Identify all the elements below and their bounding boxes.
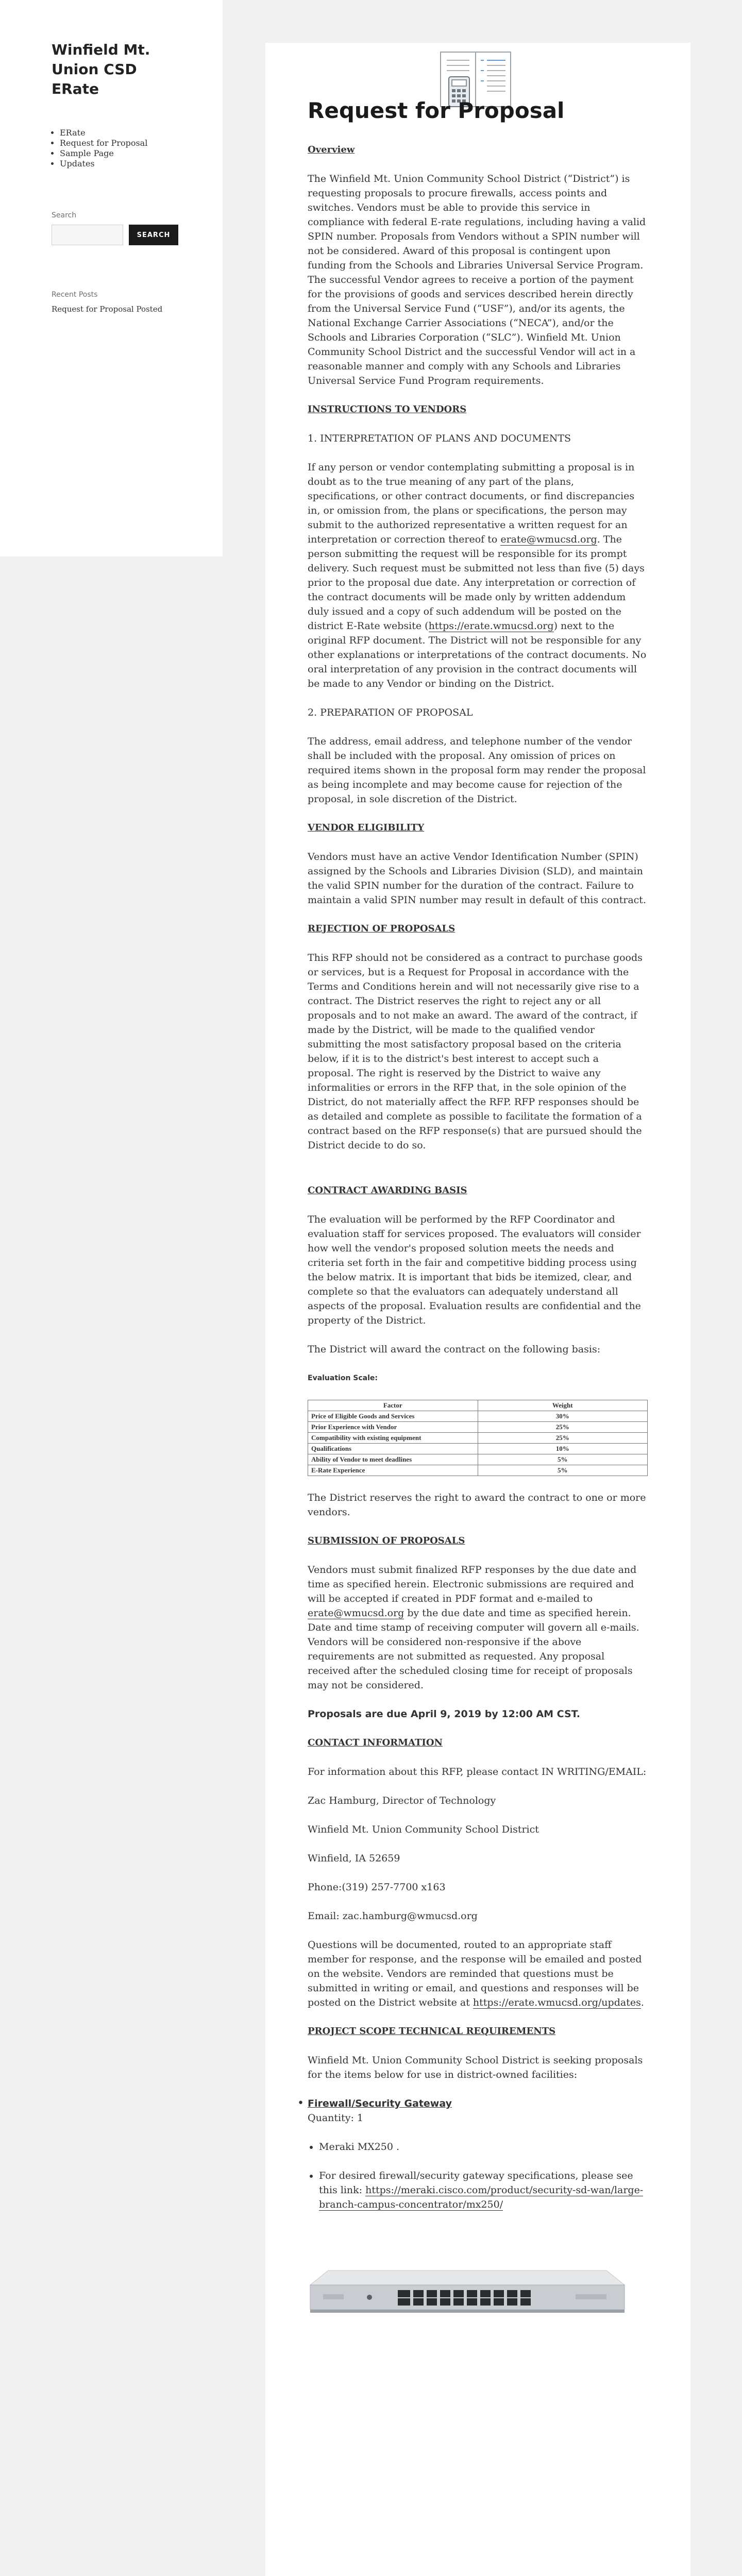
main-navigation xyxy=(52,128,223,169)
model-item: • Meraki MX250 . xyxy=(319,2140,648,2154)
questions-text-a: Questions will be documented, routed to an appropriate staff member for response, and the response will be emailed and posted on the website. Vendors are reminded that questions must be submitted in writing or email, and questions and responses will be posted on the District website at xyxy=(308,1939,642,2008)
award-reserve-text: The District reserves the right to award the contract to one or more vendors. xyxy=(308,1492,646,1518)
spec-link[interactable]: https://meraki.cisco.com/product/security-sd-wan/large-branch-campus-concentrator/mx250/ xyxy=(319,2184,644,2210)
scope-list-item xyxy=(308,2096,648,2326)
search-button[interactable]: SEARCH xyxy=(129,225,178,245)
contact-heading: CONTACT INFORMATION xyxy=(308,1737,443,1748)
table-row xyxy=(308,1422,648,1433)
contact-phone: Phone:(319) 257-7700 x163 xyxy=(308,1882,446,1893)
table-cell-factor: Prior Experience with Vendor xyxy=(308,1422,478,1433)
eligibility-heading: VENDOR ELIGIBILITY xyxy=(308,822,425,833)
main-content xyxy=(265,43,690,2576)
sidebar xyxy=(0,0,223,556)
contact-email: Email: zac.hamburg@wmucsd.org xyxy=(308,1910,478,1922)
table-cell-weight: 25% xyxy=(478,1433,648,1444)
nav-link-erate[interactable]: ERate xyxy=(60,128,86,138)
search-form xyxy=(52,225,223,245)
nav-item-erate xyxy=(60,128,223,138)
table-cell-weight: 30% xyxy=(478,1411,648,1422)
scope-heading: PROJECT SCOPE TECHNICAL REQUIREMENTS xyxy=(308,2026,556,2037)
scope-intro: Winfield Mt. Union Community School District is seeking proposals for the items below for use in district-owned facilities: xyxy=(308,2055,643,2080)
table-row xyxy=(308,1411,648,1422)
nav-link-rfp[interactable]: Request for Proposal xyxy=(60,138,148,148)
interpretation-heading: 1. INTERPRETATION OF PLANS AND DOCUMENTS xyxy=(308,433,571,444)
table-cell-factor: Price of Eligible Goods and Services xyxy=(308,1411,478,1422)
meraki-mx250-image xyxy=(308,2255,627,2322)
updates-link[interactable]: https://erate.wmucsd.org/updates xyxy=(473,1997,641,2008)
rejection-paragraph: This RFP should not be considered as a contract to purchase goods or services, but is a Request for Proposal in accordance with the Terms and Conditions herein and will not necessarily give rise to a contract. The District reserves the right to reject any or all proposals and to not make an award. The award of the contract, if made by the District, will be made to the qualified vendor submitting the most satisfactory proposal based on the criteria below, if it is to the district's best interest to accept such a proposal. The right is reserved by the District to waive any informalities or errors in the RFP that, in the sole opinion of the District, do not materially affect the RFP. RFP responses should be as detailed and complete as possible to facilitate the formation of a contract based on the RFP response(s) that are pursued should the District decide to do so. xyxy=(308,952,643,1151)
nav-link-updates[interactable]: Updates xyxy=(60,159,95,168)
submission-heading: SUBMISSION OF PROPOSALS xyxy=(308,1535,465,1546)
table-cell-factor: Ability of Vendor to meet deadlines xyxy=(308,1454,478,1465)
submission-paragraph xyxy=(308,1563,648,1692)
due-date-text: Proposals are due April 9, 2019 by 12:00 AM CST. xyxy=(308,1708,580,1720)
scope-item-title: Firewall/Security Gateway xyxy=(308,2098,452,2109)
contact-organization: Winfield Mt. Union Community School District xyxy=(308,1824,539,1835)
site-title[interactable]: Winfield Mt. Union CSD ERate xyxy=(52,41,150,97)
table-cell-weight: 5% xyxy=(478,1454,648,1465)
search-widget xyxy=(52,211,223,245)
table-row xyxy=(308,1433,648,1444)
recent-posts-widget xyxy=(52,291,223,314)
nav-link-sample-page[interactable]: Sample Page xyxy=(60,148,114,158)
rejection-heading: REJECTION OF PROPOSALS xyxy=(308,923,456,934)
overview-heading: Overview xyxy=(308,144,355,155)
nav-item-sample-page xyxy=(60,148,223,159)
questions-paragraph xyxy=(308,1938,648,2010)
interpretation-text-b: . The person submitting the request will be responsible for its prompt delivery. Such request must be submitted not less than five (5) days prior to the proposal due date. Any interpretation or correction of the contract documents will be made only by written addendum duly issued and a copy of such addendum will be posted on the district E-Rate website ( xyxy=(308,534,645,632)
table-header-weight: Weight xyxy=(478,1400,648,1411)
nav-item-rfp xyxy=(60,138,223,148)
preparation-paragraph: The address, email address, and telephone number of the vendor shall be included with the proposal. Any omission of prices on required items shown in the proposal form may render the proposal as being incomplete and may become cause for rejection of the proposal, in sole discretion of the District. xyxy=(308,736,646,805)
contact-city: Winfield, IA 52659 xyxy=(308,1853,400,1864)
table-row xyxy=(308,1454,648,1465)
table-cell-factor: Compatibility with existing equipment xyxy=(308,1433,478,1444)
recent-post-link[interactable]: Request for Proposal Posted xyxy=(52,304,163,314)
nav-item-updates xyxy=(60,159,223,169)
evaluation-scale-label: Evaluation Scale: xyxy=(308,1374,378,1382)
erate-website-link[interactable]: https://erate.wmucsd.org xyxy=(428,620,554,632)
contact-name: Zac Hamburg, Director of Technology xyxy=(308,1795,496,1806)
table-row xyxy=(308,1444,648,1454)
eligibility-paragraph: Vendors must have an active Vendor Identification Number (SPIN) assigned by the Schools and Libraries Division (SLD), and maintain the valid SPIN number for the duration of the contract. Failure to maintain a valid SPIN number may result in default of this contract. xyxy=(308,851,646,906)
table-header-row xyxy=(308,1400,648,1411)
search-widget-title: Search xyxy=(52,211,77,219)
awarding-heading: CONTRACT AWARDING BASIS xyxy=(308,1185,467,1196)
instructions-heading: INSTRUCTIONS TO VENDORS xyxy=(308,404,467,415)
table-cell-factor: E-Rate Experience xyxy=(308,1465,478,1476)
table-header-factor: Factor xyxy=(308,1400,478,1411)
table-cell-weight: 5% xyxy=(478,1465,648,1476)
preparation-heading: 2. PREPARATION OF PROPOSAL xyxy=(308,707,473,718)
scope-sub-list xyxy=(308,2140,648,2212)
contact-intro: For information about this RFP, please contact IN WRITING/EMAIL: xyxy=(308,1766,647,1777)
spec-text: For desired firewall/security gateway specifications, please see this link: xyxy=(319,2170,633,2196)
quantity-text: Quantity: 1 xyxy=(308,2112,363,2124)
interpretation-paragraph xyxy=(308,460,648,691)
award-basis-text: The District will award the contract on the following basis: xyxy=(308,1344,601,1355)
scope-list xyxy=(308,2096,648,2326)
article-body xyxy=(308,98,648,2341)
interpretation-text-a: If any person or vendor contemplating submitting a proposal is in doubt as to the true meaning of any part of the plans, specifications, or other contract documents, or find discrepancies in, or omission from, the plans or specifications, the person may submit to the authorized representative a written request for an interpretation or correction thereof to xyxy=(308,462,635,545)
evaluation-table xyxy=(308,1400,648,1476)
table-cell-factor: Qualifications xyxy=(308,1444,478,1454)
recent-posts-title: Recent Posts xyxy=(52,291,98,299)
table-cell-weight: 10% xyxy=(478,1444,648,1454)
submission-email-link[interactable]: erate@wmucsd.org xyxy=(308,1607,404,1619)
questions-text-b: . xyxy=(640,1997,644,2008)
search-input[interactable] xyxy=(52,225,123,245)
interpretation-text-c: ) next to the original RFP document. The District will not be responsible for any other explanations or interpretations of the contract documents. No oral interpretation of any provision in the contract documents will be made to any Vendor or binding on the District. xyxy=(308,620,647,689)
submission-text-b: by the due date and time as specified herein. Date and time stamp of receiving computer will govern all e-mails. Vendors will be considered non-responsive if the above requirements are not submitted as requested. Any proposal received after the scheduled closing time for receipt of proposals may not be considered. xyxy=(308,1607,639,1691)
table-cell-weight: 25% xyxy=(478,1422,648,1433)
submission-text-a: Vendors must submit finalized RFP responses by the due date and time as specified herein. Electronic submissions are required and will be accepted if created in PDF format and e-mailed to xyxy=(308,1564,637,1604)
overview-paragraph: The Winfield Mt. Union Community School District (“District”) is requesting proposals to procure firewalls, access points and switches. Vendors must be able to provide this service in compliance with federal E-rate regulations, including having a valid SPIN number. Proposals from Vendors without a SPIN number will not be considered. Award of this proposal is contingent upon funding from the Schools and Libraries Universal Service Program. The successful Vendor agrees to receive a portion of the payment for the provisions of goods and services described herein directly from the Universal Service Fund (“USF”), and/or its agents, the National Exchange Carrier Associations (“NECA”), and/or the Schools and Libraries Corporation (“SLC”). Winfield Mt. Union Community School District and the successful Vendor will act in a reasonable manner and comply with any Schools and Libraries Universal Service Fund Program requirements. xyxy=(308,173,646,386)
awarding-paragraph: The evaluation will be performed by the RFP Coordinator and evaluation staff for services proposed. The evaluators will consider how well the vendor's proposed solution meets the needs and criteria set forth in the fair and competitive bidding process using the below matrix. It is important that bids be itemized, clear, and complete so that the evaluators can adequately understand all aspects of the proposal. Evaluation results are confidential and the property of the District. xyxy=(308,1214,641,1326)
erate-email-link[interactable]: erate@wmucsd.org xyxy=(500,534,597,545)
table-row xyxy=(308,1465,648,1476)
page-title: Request for Proposal xyxy=(308,98,565,123)
spec-item xyxy=(319,2168,648,2212)
